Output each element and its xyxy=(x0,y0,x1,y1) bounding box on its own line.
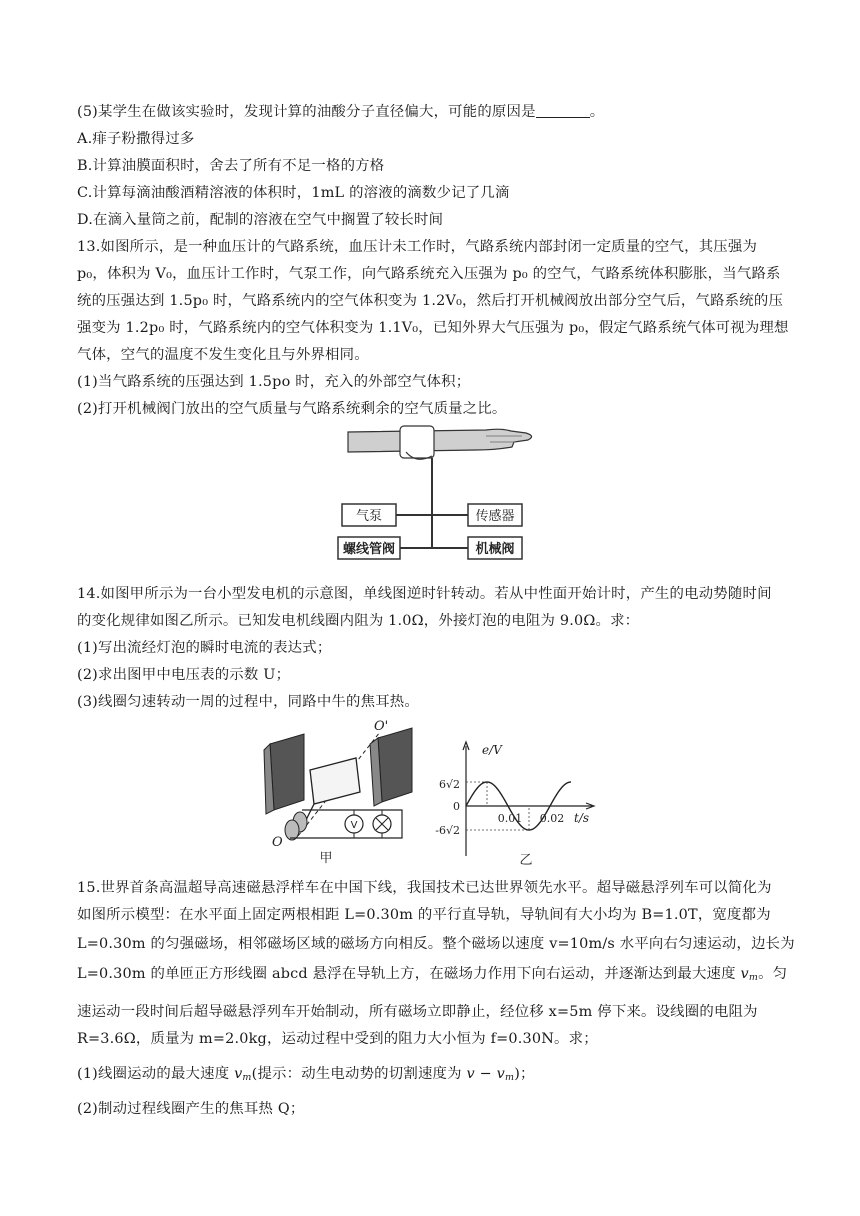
y-tick-label: 0 xyxy=(453,800,460,813)
generator-figure xyxy=(262,714,422,866)
arm-icon xyxy=(348,429,532,452)
x-tick-label: 0.01 xyxy=(497,812,523,825)
q14-line-2: 的变化规律如图乙所示。已知发电机线圈内阻为 1.0Ω，外接灯泡的电阻为 9.0Ω。求： xyxy=(77,613,640,629)
screw-valve-label: 螺线管阀 xyxy=(342,542,396,557)
q13-part-1: (1)当气路系统的压强达到 1.5po 时，充入的外部空气体积； xyxy=(77,374,471,390)
voltmeter-label: V xyxy=(350,820,358,831)
blood-pressure-figure xyxy=(336,422,542,572)
q13-line-3: 统的压强达到 1.5p₀ 时，气路系统内的空气体积变为 1.2V₀，然后打开机械阀放出部分空气后，气路系统的压 xyxy=(77,293,784,309)
q15-line-4: L=0.30m 的单匝正方形线圈 abcd 悬浮在导轨上方，在磁场力作用下向右运动，并逐渐达到最大速度 $v_m$。匀 xyxy=(77,966,788,983)
axis-bottom-label: O xyxy=(272,835,283,850)
q15-part-2: (2)制动过程线圈产生的焦耳热 Q； xyxy=(77,1101,305,1117)
q14-part-1: (1)写出流经灯泡的瞬时电流的表达式； xyxy=(77,640,332,656)
axis-top-label: O' xyxy=(374,719,389,734)
y-tick-label: 6√2 xyxy=(438,778,460,791)
q15-line-6: R=3.6Ω，质量为 m=2.0kg，运动过程中受到的阻力大小恒为 f=0.30N。求； xyxy=(77,1031,598,1047)
option-b: B.计算油膜面积时，舍去了所有不足一格的方格 xyxy=(77,158,385,174)
fig-jia-caption: 甲 xyxy=(319,851,333,866)
q15-line-1: 15.世界首条高温超导高速磁悬浮样车在中国下线，我国技术已达世界领先水平。超导磁悬浮列车可以简化为 xyxy=(77,880,772,896)
q15-line-5: 速运动一段时间后超导磁悬浮列车开始制动，所有磁场立即静止，经位移 x=5m 停下来。设线圈的电阻为 xyxy=(77,1004,758,1020)
q13-line-5: 气体，空气的温度不发生变化且与外界相同。 xyxy=(77,347,369,363)
sensor-label: 传感器 xyxy=(475,509,515,524)
q13-line-2: p₀，体积为 V₀，血压计工作时，气泵工作，向气路系统充入压强为 p₀ 的空气，气路系统体积膨胀，当气路系 xyxy=(77,266,781,282)
q13-part-2: (2)打开机械阀门放出的空气质量与气路系统剩余的空气质量之比。 xyxy=(77,401,507,417)
option-d: D.在滴入量筒之前，配制的溶液在空气中搁置了较长时间 xyxy=(77,212,444,228)
q12-5-stem: (5)某学生在做该实验时，发现计算的油酸分子直径偏大，可能的原因是 。 xyxy=(77,104,605,120)
y-tick-label: -6√2 xyxy=(435,824,460,837)
q14-part-3: (3)线圈匀速转动一周的过程中，同路中牛的焦耳热。 xyxy=(77,694,419,710)
mech-valve-label: 机械阀 xyxy=(475,542,515,557)
option-a: A.痱子粉撒得过多 xyxy=(77,131,195,147)
q13-line-1: 13.如图所示，是一种血压计的气路系统，血压计未工作时，气路系统内部封闭一定质量的空气，其压强为 xyxy=(77,239,758,255)
x-tick-label: 0.02 xyxy=(539,812,565,825)
y-axis-label: e/V xyxy=(482,743,502,757)
q14-line-1: 14.如图甲所示为一台小型发电机的示意图，单线图逆时针转动。若从中性面开始计时，产生的电动势随时间 xyxy=(77,586,772,602)
pump-label: 气泵 xyxy=(355,509,383,524)
cuff-icon xyxy=(400,426,434,458)
x-axis-label: t/s xyxy=(574,811,590,825)
q15-line-2: 如图所示模型：在水平面上固定两根相距 L=0.30m 的平行直导轨，导轨间有大小均为 B=1.0T，宽度都为 xyxy=(77,907,771,923)
answer-blank[interactable] xyxy=(536,103,590,118)
q14-part-2: (2)求出图甲中电压表的示数 U； xyxy=(77,667,291,683)
q15-line-3: L=0.30m 的匀强磁场，相邻磁场区域的磁场方向相反。整个磁场以速度 v=10m/s 水平向右匀速运动，边长为 xyxy=(77,936,795,952)
fig-yi-caption: 乙 xyxy=(519,853,533,868)
q15-part-1: (1)线圈运动的最大速度 $v_m$(提示：动生电动势的切割速度为 $v - v_m$)； xyxy=(77,1066,535,1083)
option-c: C.计算每滴油酸酒精溶液的体积时，1mL 的溶液的滴数少记了几滴 xyxy=(77,185,510,201)
q13-line-4: 强变为 1.2p₀ 时，气路系统内的空气体积变为 1.1V₀，已知外界大气压强为 p₀，假定气路系统气体可视为理想 xyxy=(77,320,789,336)
emf-graph-figure xyxy=(426,738,602,868)
